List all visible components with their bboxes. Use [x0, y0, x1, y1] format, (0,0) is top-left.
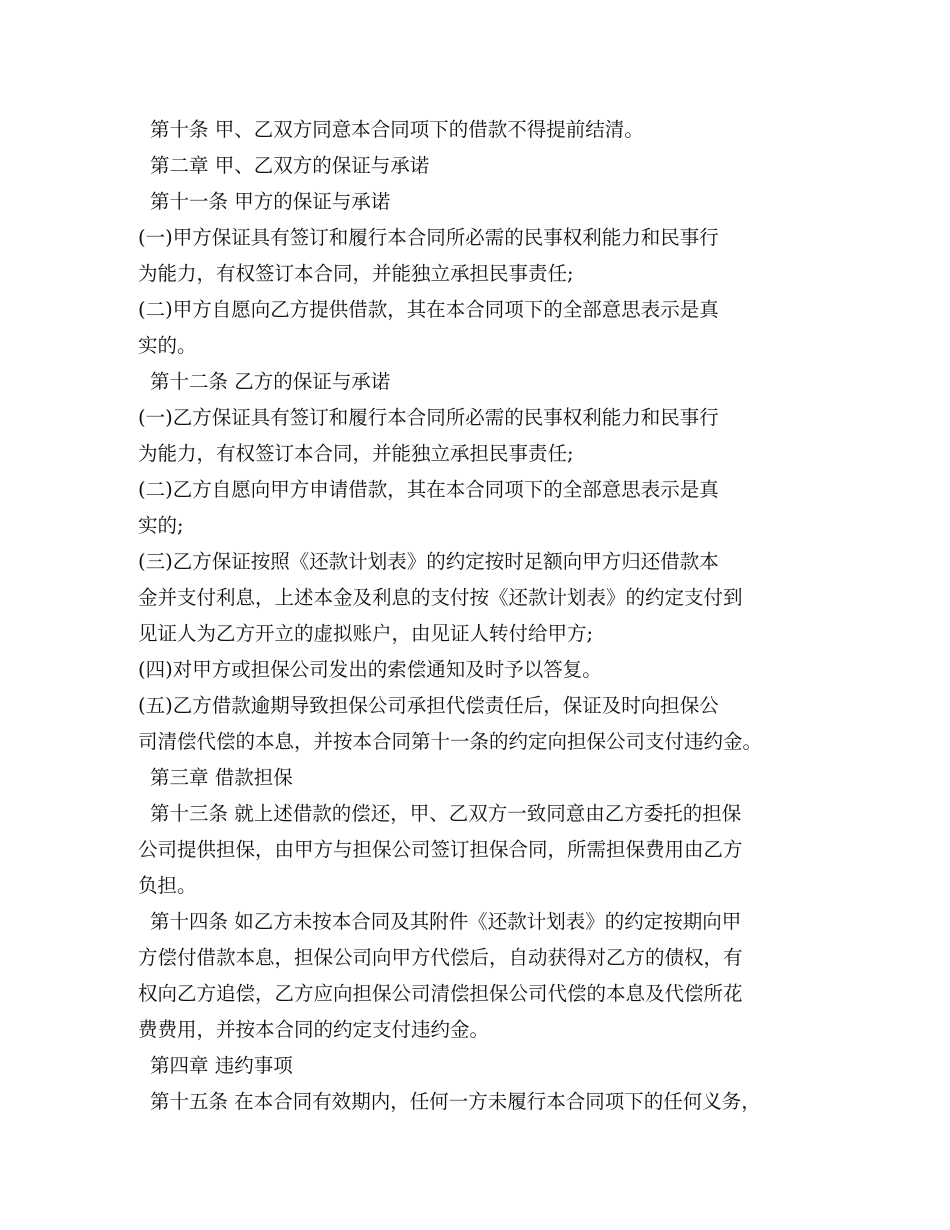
article-11-clause-1-line-2: 为能力，有权签订本合同，并能独立承担民事责任; [138, 262, 574, 285]
article-11-clause-2-line-2: 实的。 [138, 334, 197, 357]
article-13-line-1: 第十三条 就上述借款的偿还，甲、乙双方一致同意由乙方委托的担保 [150, 802, 742, 825]
chapter-2-heading: 第二章 甲、乙双方的保证与承诺 [150, 154, 430, 177]
article-12-clause-1-line-2: 为能力，有权签订本合同，并能独立承担民事责任; [138, 442, 574, 465]
article-15-line-1: 第十五条 在本合同有效期内，任何一方未履行本合同项下的任何义务， [150, 1090, 761, 1113]
article-11-clause-2-line-1: (二)甲方自愿向乙方提供借款，其在本合同项下的全部意思表示是真 [138, 298, 719, 321]
article-13-line-2: 公司提供担保，由甲方与担保公司签订担保合同，所需担保费用由乙方 [138, 838, 743, 861]
article-14-line-2: 方偿付借款本息，担保公司向甲方代偿后，自动获得对乙方的债权，有 [138, 946, 743, 969]
article-12-clause-5-line-2: 司清偿代偿的本息，并按本合同第十一条的约定向担保公司支付违约金。 [138, 730, 763, 753]
article-14-line-1: 第十四条 如乙方未按本合同及其附件《还款计划表》的约定按期向甲 [150, 910, 742, 933]
article-14-line-3: 权向乙方追偿，乙方应向担保公司清偿担保公司代偿的本息及代偿所花 [138, 982, 743, 1005]
article-13-line-3: 负担。 [138, 874, 197, 897]
article-10: 第十条 甲、乙双方同意本合同项下的借款不得提前结清。 [150, 118, 644, 141]
article-12-clause-1-line-1: (一)乙方保证具有签订和履行本合同所必需的民事权利能力和民事行 [138, 406, 719, 429]
article-11-heading: 第十一条 甲方的保证与承诺 [150, 190, 391, 213]
article-12-clause-3-line-3: 见证人为乙方开立的虚拟账户，由见证人转付给甲方; [138, 622, 594, 645]
article-12-heading: 第十二条 乙方的保证与承诺 [150, 370, 391, 393]
article-12-clause-4: (四)对甲方或担保公司发出的索偿通知及时予以答复。 [138, 658, 602, 681]
contract-text [138, 112, 818, 1120]
chapter-3-heading: 第三章 借款担保 [150, 766, 293, 789]
article-12-clause-2-line-1: (二)乙方自愿向甲方申请借款，其在本合同项下的全部意思表示是真 [138, 478, 719, 501]
article-11-clause-1-line-1: (一)甲方保证具有签订和履行本合同所必需的民事权利能力和民事行 [138, 226, 719, 249]
chapter-4-heading: 第四章 违约事项 [150, 1054, 293, 1077]
article-12-clause-3-line-1: (三)乙方保证按照《还款计划表》的约定按时足额向甲方归还借款本 [138, 550, 719, 573]
article-12-clause-5-line-1: (五)乙方借款逾期导致担保公司承担代偿责任后，保证及时向担保公 [138, 694, 719, 717]
article-14-line-4: 费费用，并按本合同的约定支付违约金。 [138, 1018, 490, 1041]
article-12-clause-2-line-2: 实的; [138, 514, 184, 537]
article-12-clause-3-line-2: 金并支付利息，上述本金及利息的支付按《还款计划表》的约定支付到 [138, 586, 743, 609]
